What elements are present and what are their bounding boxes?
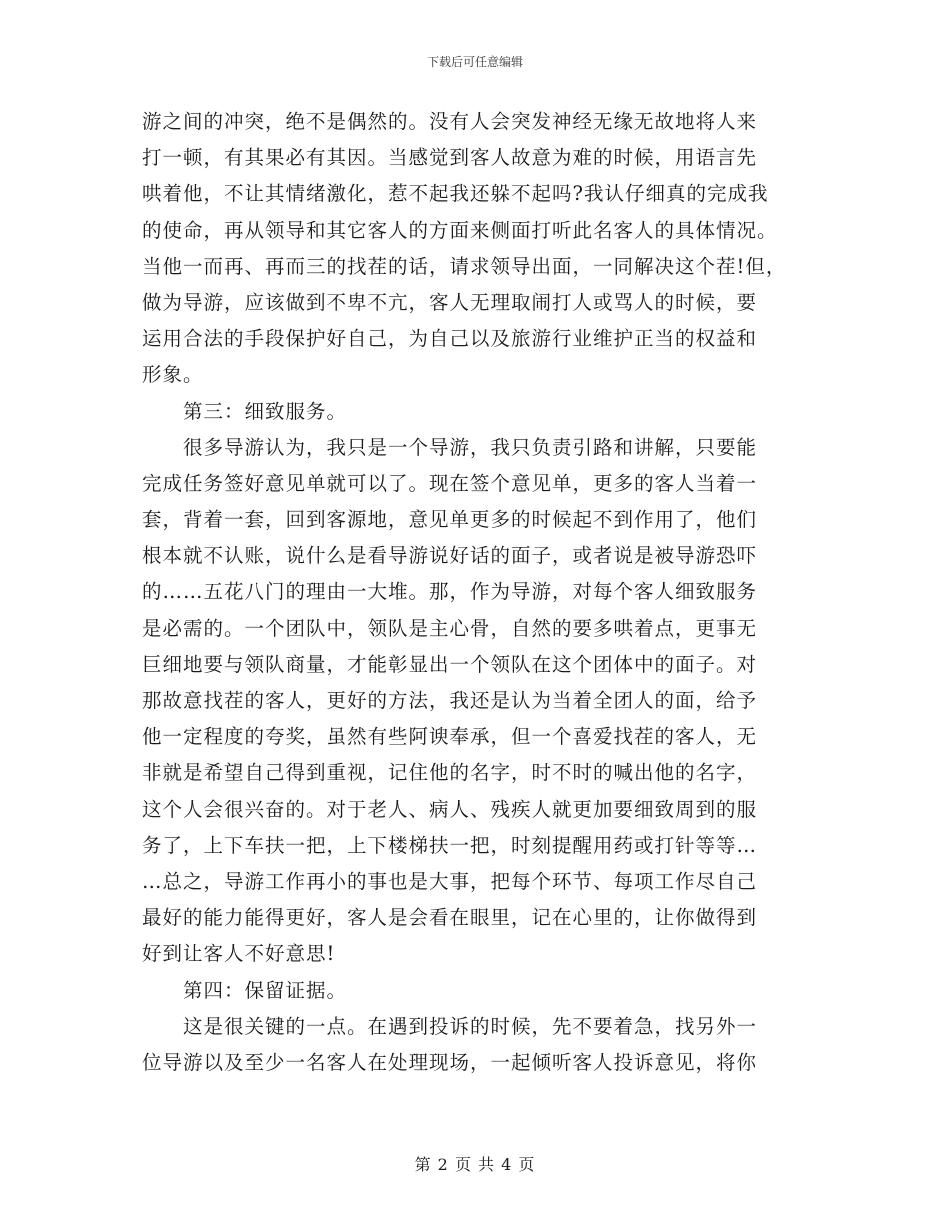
- page-header: 下载后可任意编辑: [426, 55, 523, 69]
- text-line: 根本就不认账，说什么是看导游说好话的面子，或者说是被导游恐吓: [142, 544, 758, 568]
- text-line: 他一定程度的夸奖，虽然有些阿谀奉承，但一个喜爱找茬的客人，无: [142, 725, 758, 749]
- section-heading: 第四：保留证据。: [142, 978, 348, 1002]
- text-line: 非就是希望自己得到重视，记住他的名字，时不时的喊出他的名字，: [142, 761, 758, 785]
- text-line: 好到让客人不好意思!: [142, 942, 336, 966]
- text-line: 巨细地要与领队商量，才能彰显出一个领队在这个团体中的面子。对: [142, 652, 758, 676]
- section-heading: 第三：细致服务。: [142, 399, 348, 423]
- text-line: 当他一而再、再而三的找茬的话，请求领导出面，一同解决这个茬!但，: [142, 254, 787, 278]
- document-body: [142, 104, 822, 1081]
- page-number-footer: 第 2 页 共 4 页: [414, 1155, 536, 1174]
- text-line: 这个人会很兴奋的。对于老人、病人、残疾人就更加要细致周到的服: [142, 797, 758, 821]
- text-line: 运用合法的手段保护好自己，为自己以及旅游行业维护正当的权益和: [142, 327, 758, 351]
- text-line: 最好的能力能得更好，客人是会看在眼里，记在心里的，让你做得到: [142, 906, 758, 930]
- text-line: 务了，上下车扶一把，上下楼梯扶一把，时刻提醒用药或打针等等…: [142, 833, 758, 857]
- text-line: 打一顿，有其果必有其因。当感觉到客人故意为难的时候，用语言先: [142, 146, 758, 170]
- text-line: 这是很关键的一点。在遇到投诉的时候，先不要着急，找另外一: [142, 1014, 758, 1038]
- text-line: 位导游以及至少一名客人在处理现场，一起倾听客人投诉意见，将你: [142, 1050, 758, 1074]
- text-line: 是必需的。一个团队中，领队是主心骨，自然的要多哄着点，更事无: [142, 616, 758, 640]
- text-line: 哄着他，不让其情绪激化，惹不起我还躲不起吗?我认仔细真的完成我: [142, 182, 769, 206]
- text-line: …总之，导游工作再小的事也是大事，把每个环节、每项工作尽自己: [142, 869, 758, 893]
- text-line: 那故意找茬的客人，更好的方法，我还是认为当着全团人的面，给予: [142, 689, 758, 712]
- text-line: 的……五花八门的理由一大堆。那，作为导游，对每个客人细致服务: [142, 580, 758, 604]
- text-line: 形象。: [142, 363, 204, 387]
- text-line: 做为导游，应该做到不卑不亢，客人无理取闹打人或骂人的时候，要: [142, 290, 758, 314]
- text-line: 的使命，再从领导和其它客人的方面来侧面打听此名客人的具体情况。: [142, 218, 778, 242]
- text-line: 游之间的冲突，绝不是偶然的。没有人会突发神经无缘无故地将人来: [142, 110, 758, 133]
- text-line: 套，背着一套，回到客源地，意见单更多的时候起不到作用了，他们: [142, 508, 758, 532]
- text-line: 很多导游认为，我只是一个导游，我只负责引路和讲解，只要能: [142, 435, 758, 459]
- text-line: 完成任务签好意见单就可以了。现在签个意见单，更多的客人当着一: [142, 471, 758, 495]
